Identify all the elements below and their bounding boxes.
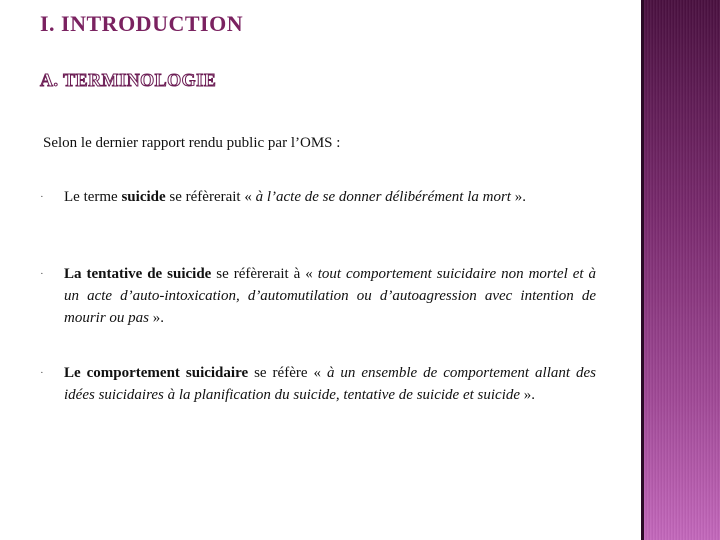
intro-text: Selon le dernier rapport rendu public par l’OMS : [43,135,341,151]
definition-body: tout comportement suicidaire non mortel et à un acte d’auto-intoxication, d’automutilation ou d’autoagression avec intention de mourir ou pas [64,266,596,326]
definition-term: La tentative de suicide [64,266,212,282]
slide-title: I. INTRODUCTION [40,11,244,36]
definition-text: Le terme suicide se réfèrerait « à l’acte de se donner délibérément la mort ». [64,189,526,205]
bullet-icon: · [40,191,44,203]
bullet-icon: · [40,367,44,379]
decorative-accent-bar [641,0,720,540]
slide-subtitle: A. TERMINOLOGIE [40,70,217,90]
bullet-icon: · [40,268,44,280]
definition-term: Le comportement suicidaire [64,365,249,381]
definition-text: Le comportement suicidaire se réfère « à un ensemble de comportement allant des idées suicidaires à la planification du suicide, tentative de suicide et suicide ». [64,365,596,403]
definition-body: à un ensemble de comportement allant des idées suicidaires à la planification du suicide, tentative de suicide et suicide [64,365,596,403]
definition-term: suicide [121,189,166,205]
definition-body: à l’acte de se donner délibérément la mort [255,189,511,205]
definition-text: La tentative de suicide se réfèrerait à « tout comportement suicidaire non mortel et à un acte d’auto-intoxication, d’automutilation ou d’autoagression avec intention de mourir ou pas ». [64,266,596,326]
